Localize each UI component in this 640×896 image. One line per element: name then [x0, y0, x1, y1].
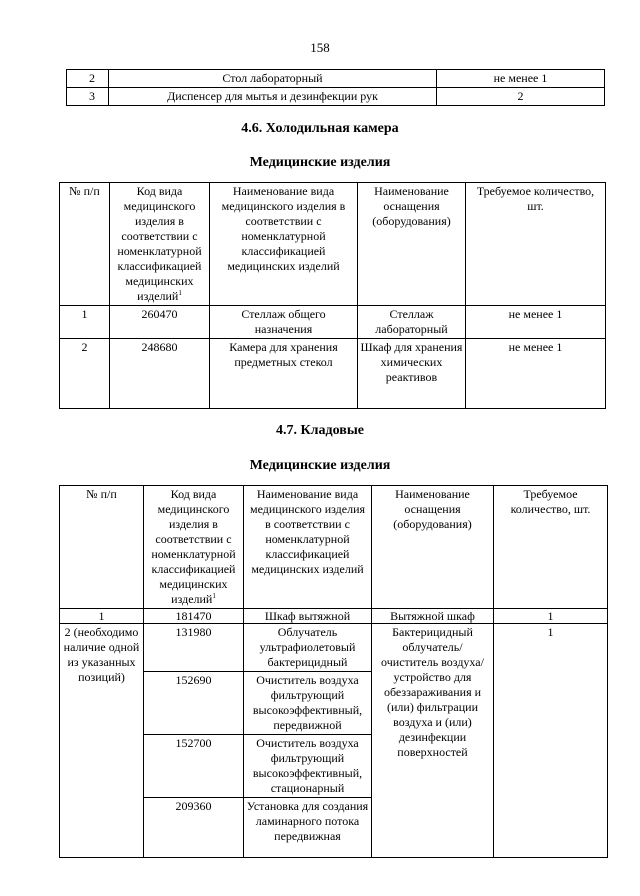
- row-number: 1: [60, 609, 144, 624]
- item-name: Камера для хранения предметных стекол: [210, 339, 358, 409]
- header-code: Код вида медицинского изделия в соответствии с номенклатурной классификацией медицинских изделий$^1$: [110, 183, 210, 306]
- item-name: Шкаф вытяжной: [244, 609, 372, 624]
- table-row: [60, 624, 608, 672]
- item-name: Облучатель ультрафиолетовый бактерицидный: [244, 624, 372, 672]
- item-equipment: Вытяжной шкаф: [372, 609, 494, 624]
- item-name: Очиститель воздуха фильтрующий высокоэффективный, стационарный: [244, 735, 372, 798]
- item-quantity: 1: [494, 609, 608, 624]
- item-quantity: 2: [437, 88, 605, 106]
- header-equipment: Наименование оснащения (оборудования): [358, 183, 466, 306]
- header-num: № п/п: [60, 183, 110, 306]
- table-cold-room: [59, 182, 606, 409]
- item-code: 181470: [144, 609, 244, 624]
- item-quantity: не менее 1: [437, 70, 605, 88]
- item-code: 260470: [110, 306, 210, 339]
- item-name: Очиститель воздуха фильтрующий высокоэффективный, передвижной: [244, 672, 372, 735]
- header-equipment: Наименование оснащения (оборудования): [372, 486, 494, 609]
- page-number: 158: [310, 40, 330, 55]
- row-number: 3: [67, 88, 109, 106]
- section-subtitle: Медицинские изделия: [249, 458, 391, 473]
- item-name: Установка для создания ламинарного потока передвижная: [244, 798, 372, 858]
- item-quantity: не менее 1: [466, 339, 606, 409]
- item-name: Стеллаж общего назначения: [210, 306, 358, 339]
- section-title: 4.7. Кладовые: [276, 423, 364, 438]
- header-quantity: Требуемое количество, шт.: [494, 486, 608, 609]
- item-name: Стол лабораторный: [109, 70, 437, 88]
- header-num: № п/п: [60, 486, 144, 609]
- item-code: 248680: [110, 339, 210, 409]
- table-header-row: [60, 183, 606, 306]
- section-title: 4.6. Холодильная камера: [241, 121, 399, 136]
- table-row: [60, 609, 608, 624]
- table-top: [66, 69, 605, 106]
- item-equipment: Шкаф для хранения химических реактивов: [358, 339, 466, 409]
- item-quantity: не менее 1: [466, 306, 606, 339]
- table-header-row: [60, 486, 608, 609]
- header-name: Наименование вида медицинского изделия в соответствии с номенклатурной классификацией медицинских изделий: [210, 183, 358, 306]
- item-code: 152700: [144, 735, 244, 798]
- row-number: 1: [60, 306, 110, 339]
- item-code: 131980: [144, 624, 244, 672]
- row-number: 2 (необходимо наличие одной из указанных позиций): [60, 624, 144, 858]
- row-number: 2: [67, 70, 109, 88]
- item-equipment: Стеллаж лабораторный: [358, 306, 466, 339]
- item-equipment: Бактерицидный облучатель/ очиститель воздуха/ устройство для обеззараживания и (или) фильтрации воздуха и (или) дезинфекции поверхностей: [372, 624, 494, 858]
- table-row: [60, 339, 606, 409]
- header-code: Код вида медицинского изделия в соответствии с номенклатурной классификацией медицинских изделий$^1$: [144, 486, 244, 609]
- item-code: 209360: [144, 798, 244, 858]
- header-quantity: Требуемое количество, шт.: [466, 183, 606, 306]
- header-name: Наименование вида медицинского изделия в соответствии с номенклатурной классификацией медицинских изделий: [244, 486, 372, 609]
- row-number: 2: [60, 339, 110, 409]
- table-storage: [59, 485, 608, 858]
- item-name: Диспенсер для мытья и дезинфекции рук: [109, 88, 437, 106]
- section-subtitle: Медицинские изделия: [249, 155, 391, 170]
- item-quantity: 1: [494, 624, 608, 858]
- item-code: 152690: [144, 672, 244, 735]
- table-row: [67, 88, 605, 106]
- table-row: [67, 70, 605, 88]
- table-row: [60, 306, 606, 339]
